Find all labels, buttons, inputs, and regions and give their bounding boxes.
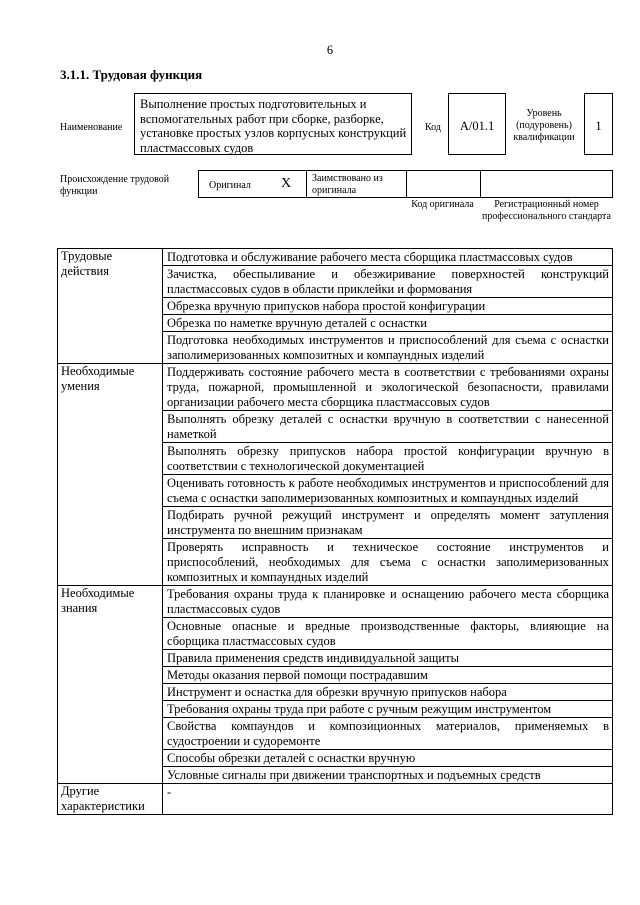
section-item: Требования охраны труда к планировке и оснащению рабочего места сборщика пластмассовых судов bbox=[163, 586, 613, 618]
section-item: Требования охраны труда при работе с ручным режущим инструментом bbox=[163, 701, 613, 718]
section-item: Правила применения средств индивидуальной защиты bbox=[163, 650, 613, 667]
code-value: A/01.1 bbox=[448, 93, 506, 155]
original-mark: X bbox=[281, 176, 292, 191]
borrowed-label: Заимствовано из оригинала bbox=[312, 173, 383, 196]
labor-function-table bbox=[57, 248, 613, 815]
original-label: Оригинал bbox=[209, 180, 251, 191]
origin-box bbox=[198, 170, 613, 198]
reg-caption: Регистрационный номер профессионального стандарта bbox=[482, 199, 611, 222]
origin-divider-3 bbox=[480, 171, 481, 197]
name-value: Выполнение простых подготовительных и вспомогательных работ при сборке, разборке, установке простых узлов корпусных конструкций пластмассовых судов bbox=[134, 93, 412, 155]
section-title-cell: Трудовые действия bbox=[58, 249, 163, 364]
section-item: - bbox=[163, 784, 613, 815]
section-item: Обрезка вручную припусков набора простой конфигурации bbox=[163, 298, 613, 315]
table-row bbox=[58, 364, 613, 411]
section-item: Способы обрезки деталей с оснастки вручную bbox=[163, 750, 613, 767]
origin-label: Происхождение трудовой функции bbox=[60, 174, 170, 197]
page-number: 6 bbox=[326, 43, 334, 57]
section-item: Проверять исправность и техническое состояние инструментов и приспособлений, необходимых для съема с оснастки заполимеризованных композитных и компаундных изделий bbox=[163, 539, 613, 586]
section-item: Оценивать готовность к работе необходимых инструментов и приспособлений для съема с оснастки заполимеризованных композитных и компаундных изделий bbox=[163, 475, 613, 507]
table-row bbox=[58, 249, 613, 266]
table-row bbox=[58, 784, 613, 815]
section-item: Обрезка по наметке вручную деталей с оснастки bbox=[163, 315, 613, 332]
section-item: Основные опасные и вредные производственные факторы, влияющие на сборщика пластмассовых судов bbox=[163, 618, 613, 650]
section-item: Подготовка и обслуживание рабочего места сборщика пластмассовых судов bbox=[163, 249, 613, 266]
section-item: Свойства компаундов и композиционных материалов, применяемых в судостроении и судоремонте bbox=[163, 718, 613, 750]
code-caption: Код оригинала bbox=[411, 199, 474, 210]
table-row bbox=[58, 586, 613, 618]
section-title: 3.1.1. Трудовая функция bbox=[60, 67, 203, 82]
section-title-cell: Необходимые знания bbox=[58, 586, 163, 784]
code-label: Код bbox=[425, 122, 441, 133]
origin-divider-2 bbox=[406, 171, 407, 197]
section-item: Подготовка необходимых инструментов и приспособлений для съема с оснастки заполимеризованных композитных и компаундных изделий bbox=[163, 332, 613, 364]
section-item: Выполнять обрезку припусков набора простой конфигурации вручную в соответствии с технологической документацией bbox=[163, 443, 613, 475]
name-label: Наименование bbox=[60, 122, 123, 133]
section-item: Методы оказания первой помощи пострадавшим bbox=[163, 667, 613, 684]
level-value: 1 bbox=[584, 93, 613, 155]
section-title-cell: Необходимые умения bbox=[58, 364, 163, 586]
section-item: Зачистка, обеспыливание и обезжиривание поверхностей конструкций пластмассовых судов в области приклейки и формования bbox=[163, 266, 613, 298]
section-item: Подбирать ручной режущий инструмент и определять момент затупления инструмента по внешним признакам bbox=[163, 507, 613, 539]
section-item: Инструмент и оснастка для обрезки вручную припусков набора bbox=[163, 684, 613, 701]
section-title-cell: Другие характеристики bbox=[58, 784, 163, 815]
level-label: Уровень (подуровень) квалификации bbox=[513, 108, 575, 143]
origin-divider-1 bbox=[306, 171, 307, 197]
section-item: Поддерживать состояние рабочего места в соответствии с требованиями охраны труда, пожарной, промышленной и экологической безопасности, правилами организации рабочего места сборщика пластмассовых судов bbox=[163, 364, 613, 411]
section-item: Выполнять обрезку деталей с оснастки вручную в соответствии с нанесенной наметкой bbox=[163, 411, 613, 443]
section-item: Условные сигналы при движении транспортных и подъемных средств bbox=[163, 767, 613, 784]
